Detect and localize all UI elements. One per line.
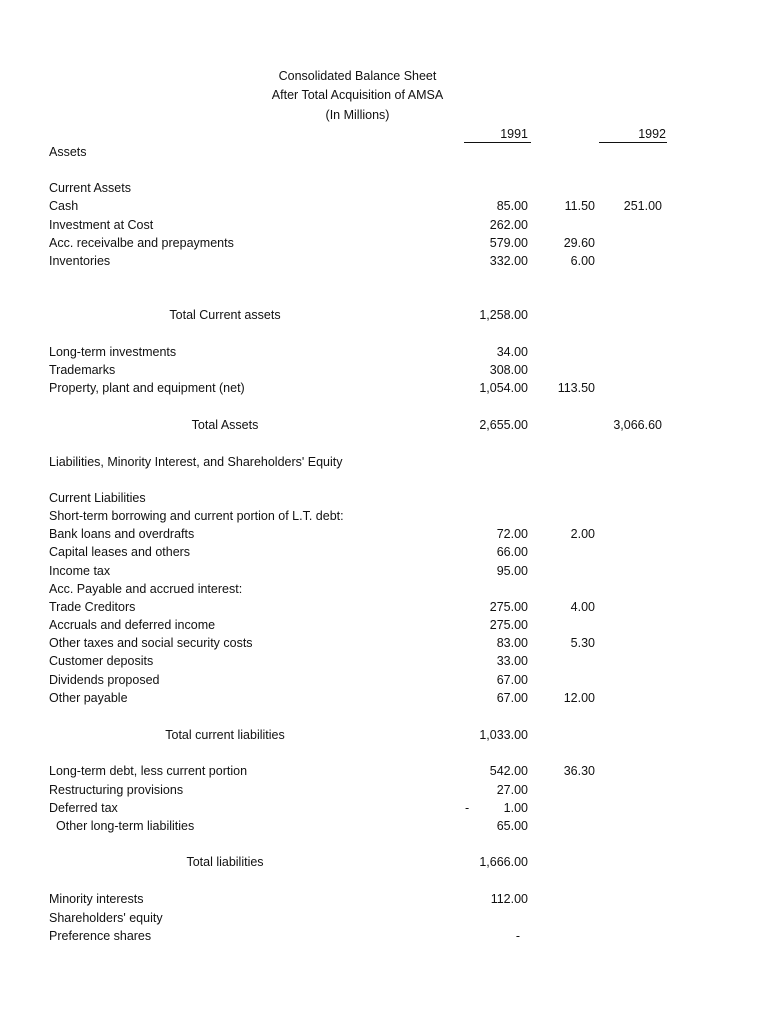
subsection-heading-current-liabilities: Current Liabilities [49, 491, 146, 505]
deferred-tax-sign: - [465, 801, 470, 815]
page-title: Consolidated Balance Sheet [278, 69, 437, 83]
trade-creditors-1991: 275.00 [489, 600, 528, 614]
row-label-capital-leases: Capital leases and others [49, 545, 191, 559]
trade-creditors-adjustment: 4.00 [570, 600, 595, 614]
other-payable-adjustment: 12.00 [563, 691, 595, 705]
investment-at-cost-1991: 262.00 [489, 218, 528, 232]
long-term-investments-1991: 34.00 [496, 345, 528, 359]
bank-loans-1991: 72.00 [496, 527, 528, 541]
deferred-tax-1991: 1.00 [503, 801, 528, 815]
row-label-cash: Cash [49, 199, 79, 213]
total-current-liabilities-label: Total current liabilities [165, 728, 285, 742]
total-assets-1991: 2,655.00 [479, 418, 528, 432]
cash-1991: 85.00 [496, 199, 528, 213]
bank-loans-adjustment: 2.00 [570, 527, 595, 541]
row-label-deferred-tax: Deferred tax [49, 801, 118, 815]
row-label-trade-creditors: Trade Creditors [49, 600, 136, 614]
row-label-restructuring-provisions: Restructuring provisions [49, 783, 184, 797]
row-label-receivables: Acc. receivalbe and prepayments [49, 236, 234, 250]
row-label-other-payable: Other payable [49, 691, 128, 705]
total-current-liabilities-1991: 1,033.00 [479, 728, 528, 742]
year-underline-1992 [599, 142, 667, 143]
total-assets-label: Total Assets [191, 418, 259, 432]
subsection-heading-current-assets: Current Assets [49, 181, 131, 195]
row-label-investment-at-cost: Investment at Cost [49, 218, 154, 232]
row-label-income-tax: Income tax [49, 564, 111, 578]
long-term-debt-adjustment: 36.30 [563, 764, 595, 778]
units-note: (In Millions) [325, 108, 390, 122]
row-label-customer-deposits: Customer deposits [49, 654, 154, 668]
ppe-1991: 1,054.00 [479, 381, 528, 395]
row-label-other-taxes: Other taxes and social security costs [49, 636, 253, 650]
page-subtitle: After Total Acquisition of AMSA [271, 88, 444, 102]
year-header-1992: 1992 [638, 127, 666, 141]
row-label-preference-shares: Preference shares [49, 929, 152, 943]
section-heading-liabilities-equity: Liabilities, Minority Interest, and Shareholders' Equity [49, 455, 343, 469]
row-label-trademarks: Trademarks [49, 363, 116, 377]
section-heading-assets: Assets [49, 145, 87, 159]
row-label-long-term-debt: Long-term debt, less current portion [49, 764, 248, 778]
receivables-adjustment: 29.60 [563, 236, 595, 250]
other-taxes-1991: 83.00 [496, 636, 528, 650]
year-header-1991: 1991 [500, 127, 528, 141]
preference-shares-1991: - [515, 929, 520, 943]
total-current-assets-1991: 1,258.00 [479, 308, 528, 322]
total-liabilities-label: Total liabilities [186, 855, 264, 869]
row-label-other-long-term-liabilities: Other long-term liabilities [56, 819, 195, 833]
restructuring-provisions-1991: 27.00 [496, 783, 528, 797]
row-label-bank-loans: Bank loans and overdrafts [49, 527, 195, 541]
income-tax-1991: 95.00 [496, 564, 528, 578]
accruals-1991: 275.00 [489, 618, 528, 632]
row-label-accruals: Accruals and deferred income [49, 618, 216, 632]
minority-interests-1991: 112.00 [490, 892, 528, 906]
long-term-debt-1991: 542.00 [489, 764, 528, 778]
row-label-inventories: Inventories [49, 254, 111, 268]
other-payable-1991: 67.00 [496, 691, 528, 705]
year-underline-1991 [464, 142, 531, 143]
inventories-1991: 332.00 [489, 254, 528, 268]
ppe-adjustment: 113.50 [557, 381, 595, 395]
group-heading-shareholders-equity: Shareholders' equity [49, 911, 163, 925]
inventories-adjustment: 6.00 [570, 254, 595, 268]
row-label-minority-interests: Minority interests [49, 892, 144, 906]
customer-deposits-1991: 33.00 [496, 654, 528, 668]
total-current-assets-label: Total Current assets [169, 308, 281, 322]
total-assets-1992: 3,066.60 [613, 418, 662, 432]
trademarks-1991: 308.00 [489, 363, 528, 377]
cash-adjustment: 11.50 [564, 199, 595, 213]
row-label-ppe: Property, plant and equipment (net) [49, 381, 245, 395]
capital-leases-1991: 66.00 [496, 545, 528, 559]
row-label-dividends-proposed: Dividends proposed [49, 673, 160, 687]
other-taxes-adjustment: 5.30 [570, 636, 595, 650]
receivables-1991: 579.00 [489, 236, 528, 250]
dividends-proposed-1991: 67.00 [496, 673, 528, 687]
row-label-long-term-investments: Long-term investments [49, 345, 177, 359]
other-long-term-liabilities-1991: 65.00 [496, 819, 528, 833]
cash-1992: 251.00 [623, 199, 662, 213]
group-heading-short-term-borrowing: Short-term borrowing and current portion of L.T. debt: [49, 509, 344, 523]
total-liabilities-1991: 1,666.00 [479, 855, 528, 869]
group-heading-accounts-payable: Acc. Payable and accrued interest: [49, 582, 243, 596]
